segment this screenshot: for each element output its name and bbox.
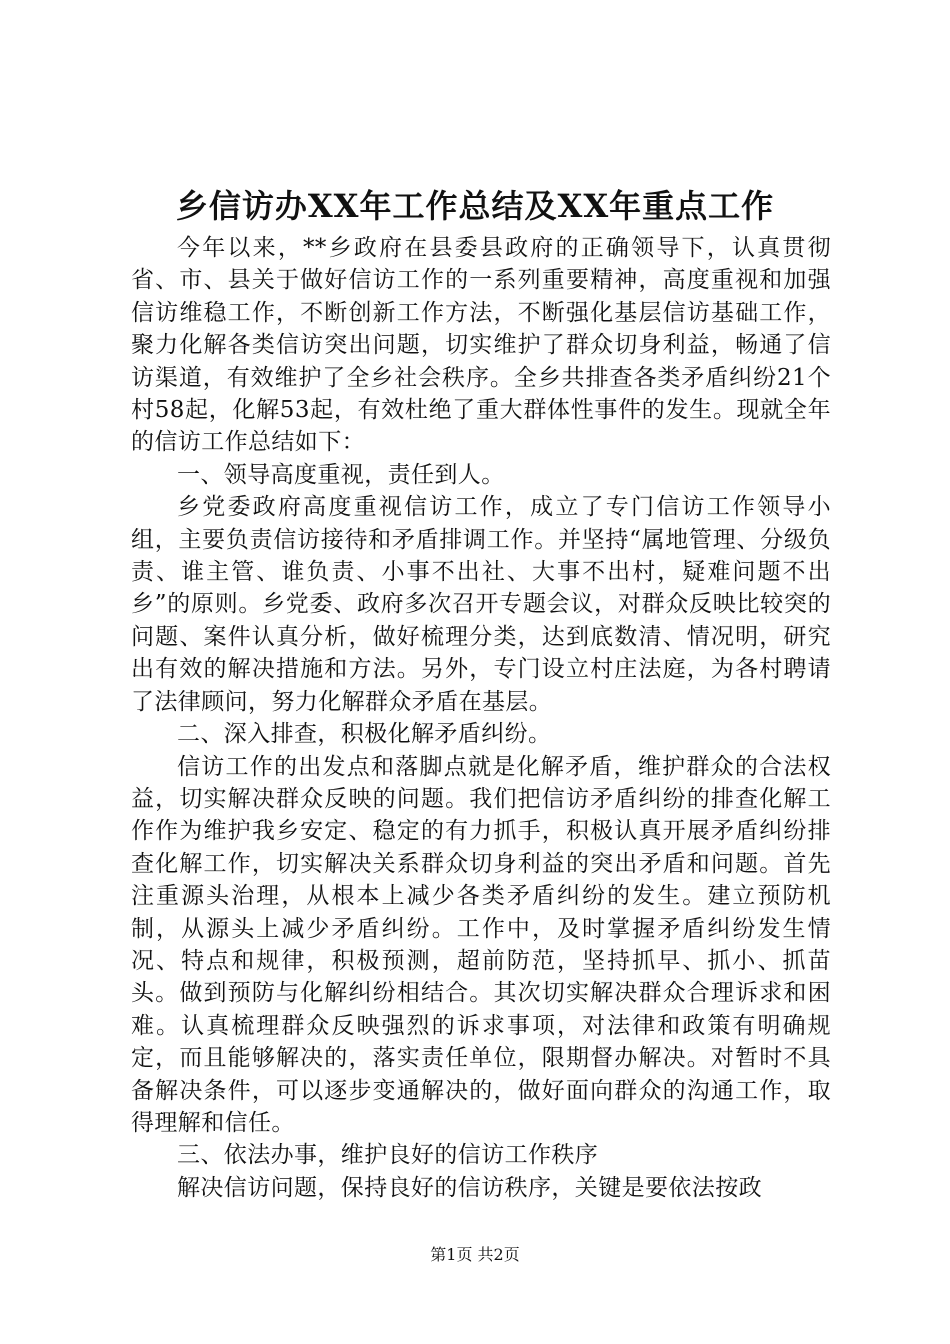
paragraph-intro: 今年以来，**乡政府在县委县政府的正确领导下，认真贯彻省、市、县关于做好信访工作的一系列重要精神，高度重视和加强信访维稳工作，不断创新工作方法，不断强化基层信访基础工作，聚力化解各类信访突出问题，切实维护了群众切身利益，畅通了信访渠道，有效维护了全乡社会秩序。全乡共排查各类矛盾纠纷21个村58起，化解53起，有效杜绝了重大群体性事件的发生。现就全年的信访工作总结如下： (131, 235, 831, 456)
paragraph-section-2: 信访工作的出发点和落脚点就是化解矛盾，维护群众的合法权益，切实解决群众反映的问题。我们把信访矛盾纠纷的排查化解工作作为维护我乡安定、稳定的有力抓手，积极认真开展矛盾纠纷排查化解工作，切实解决关系群众切身利益的突出矛盾和问题。首先注重源头治理，从根本上减少各类矛盾纠纷的发生。建立预防机制，从源头上减少矛盾纠纷。工作中，及时掌握矛盾纠纷发生情况、特点和规律，积极预测，超前防范，坚持抓早、抓小、抓苗头。做到预防与化解纠纷相结合。其次切实解决群众合理诉求和困难。认真梳理群众反映强烈的诉求事项，对法律和政策有明确规定，而且能够解决的，落实责任单位，限期督办解决。对暂时不具备解决条件，可以逐步变通解决的，做好面向群众的沟通工作，取得理解和信任。 (131, 753, 831, 1136)
document-title: 乡信访办XX年工作总结及XX年重点工作 (175, 187, 775, 225)
document-body (131, 232, 831, 1204)
section-heading-1: 一、领导高度重视，责任到人。 (177, 461, 505, 488)
section-heading-3: 三、依法办事，维护良好的信访工作秩序 (177, 1142, 599, 1169)
paragraph-section-3: 解决信访问题，保持良好的信访秩序，关键是要依法按政 (177, 1174, 762, 1201)
page-number-footer: 第1页 共2页 (430, 1245, 520, 1264)
paragraph-section-1: 乡党委政府高度重视信访工作，成立了专门信访工作领导小组，主要负责信访接待和矛盾排调工作。并坚持“属地管理、分级负责、谁主管、谁负责、小事不出社、大事不出村，疑难问题不出乡”的原则。乡党委、政府多次召开专题会议，对群众反映比较突的问题、案件认真分析，做好梳理分类，达到底数清、情况明，研究出有效的解决措施和方法。另外，专门设立村庄法庭，为各村聘请了法律顾问，努力化解群众矛盾在基层。 (131, 494, 831, 715)
section-heading-2: 二、深入排查，积极化解矛盾纠纷。 (177, 721, 552, 748)
